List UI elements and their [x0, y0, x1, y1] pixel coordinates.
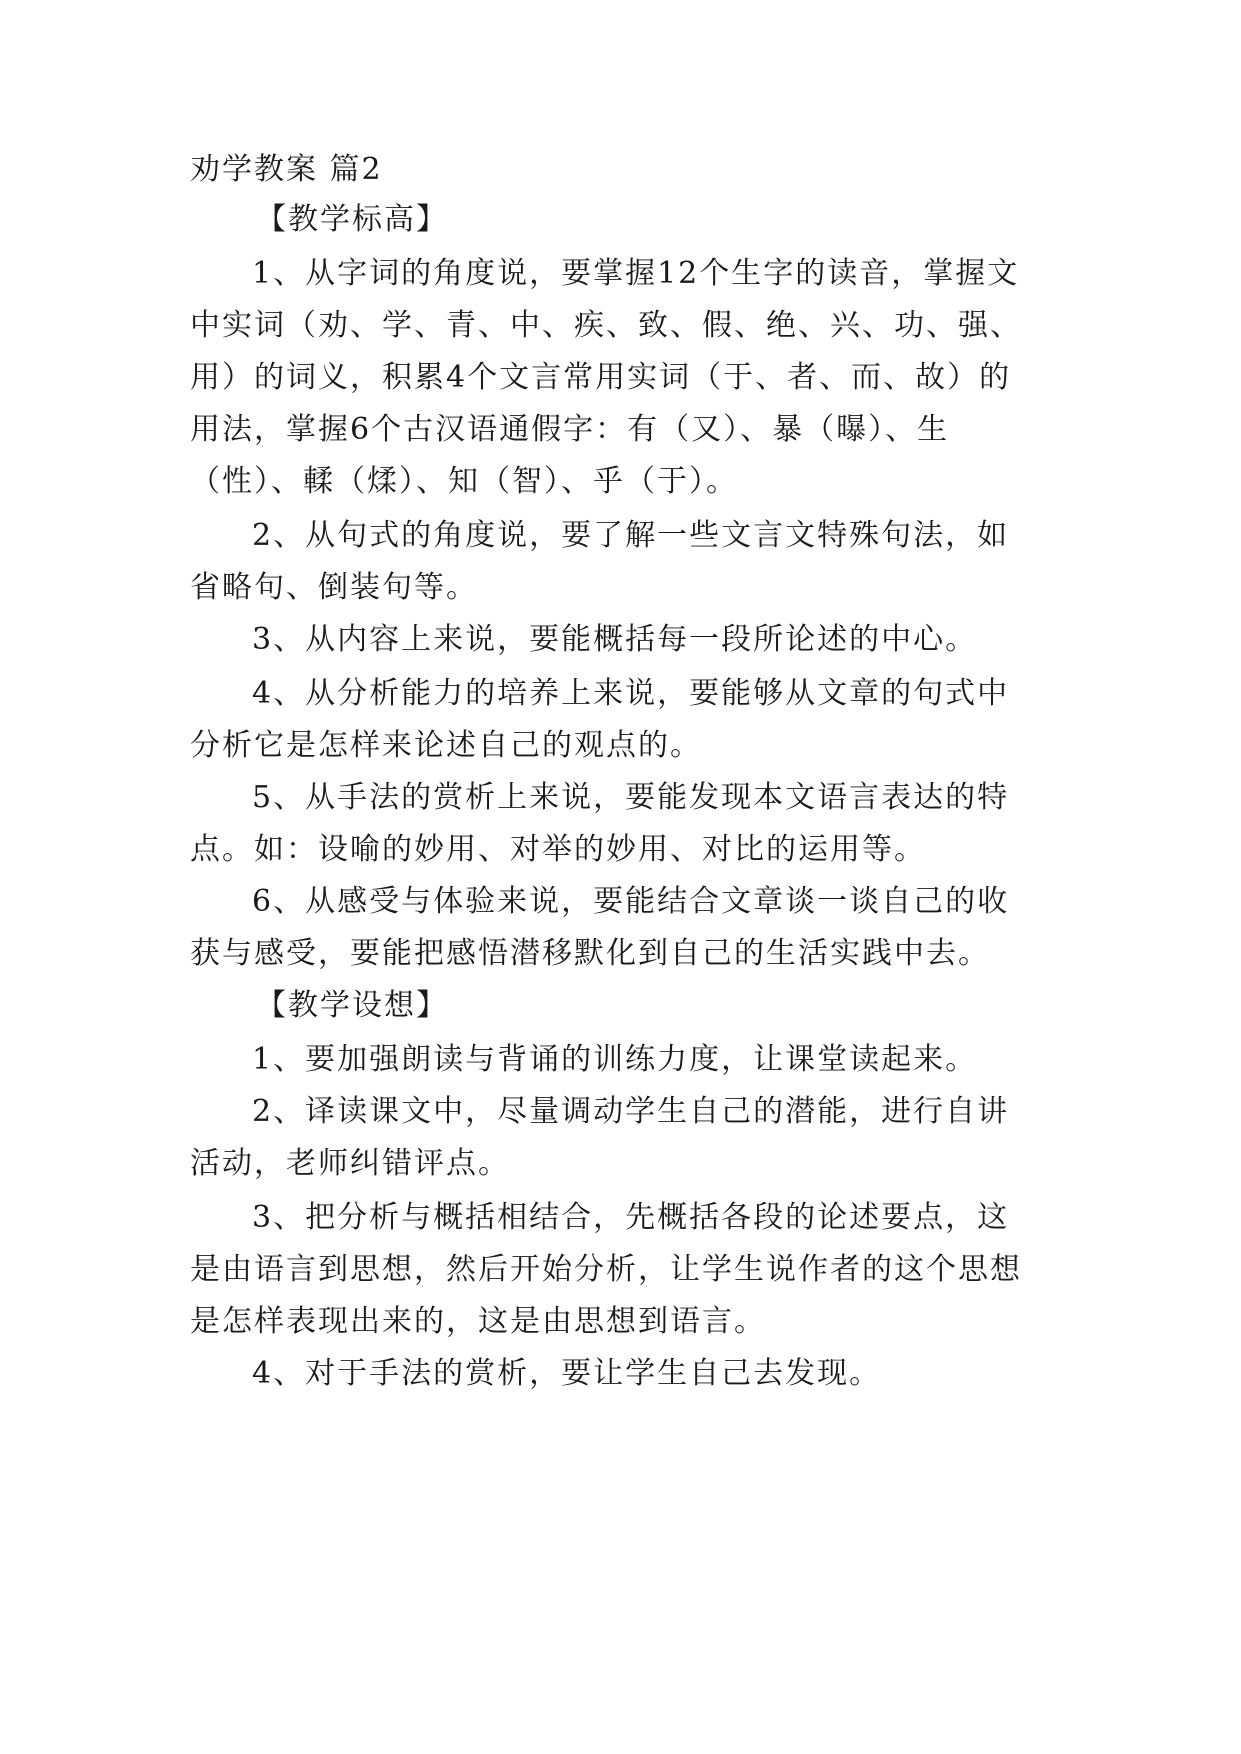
section-heading-teaching-goals: 【教学标高】: [256, 202, 448, 237]
paragraph-line: 用）的词义，积累4个文言常用实词（于、者、而、故）的: [190, 360, 1012, 395]
paragraph-line: 点。如：设喻的妙用、对举的妙用、对比的运用等。: [190, 832, 926, 867]
paragraph-line: 1、要加强朗读与背诵的训练力度，让课堂读起来。: [252, 1042, 978, 1077]
paragraph-line: 6、从感受与体验来说，要能结合文章谈一谈自己的收: [252, 884, 1010, 919]
section-heading-teaching-ideas: 【教学设想】: [256, 988, 448, 1023]
paragraph-line: 省略句、倒装句等。: [190, 570, 478, 605]
paragraph-line: 是由语言到思想，然后开始分析，让学生说作者的这个思想: [190, 1252, 1022, 1287]
paragraph-line: 获与感受，要能把感悟潜移默化到自己的生活实践中去。: [190, 936, 990, 971]
paragraph-line: 活动，老师纠错评点。: [190, 1146, 510, 1181]
paragraph-line: 5、从手法的赏析上来说，要能发现本文语言表达的特: [252, 780, 1010, 815]
paragraph-line: 1、从字词的角度说，要掌握12个生字的读音，掌握文: [252, 256, 1020, 291]
paragraph-line: 2、从句式的角度说，要了解一些文言文特殊句法，如: [252, 518, 1010, 553]
paragraph-line: 4、对于手法的赏析，要让学生自己去发现。: [252, 1356, 882, 1391]
paragraph-line: 3、从内容上来说，要能概括每一段所论述的中心。: [252, 622, 978, 657]
paragraph-line: 用法，掌握6个古汉语通假字：有（又）、暴（曝）、生: [190, 412, 950, 447]
paragraph-line: 分析它是怎样来论述自己的观点的。: [190, 728, 702, 763]
paragraph-line: 3、把分析与概括相结合，先概括各段的论述要点，这: [252, 1200, 1010, 1235]
paragraph-line: 是怎样表现出来的，这是由思想到语言。: [190, 1304, 766, 1339]
paragraph-line: 2、译读课文中，尽量调动学生自己的潜能，进行自讲: [252, 1094, 1010, 1129]
paragraph-line: （性）、輮（煣）、知（智）、乎（于）。: [190, 464, 738, 499]
document-title: 劝学教案 篇2: [190, 152, 383, 187]
paragraph-line: 中实词（劝、学、青、中、疾、致、假、绝、兴、功、强、: [190, 308, 1022, 343]
paragraph-line: 4、从分析能力的培养上来说，要能够从文章的句式中: [252, 676, 1010, 711]
